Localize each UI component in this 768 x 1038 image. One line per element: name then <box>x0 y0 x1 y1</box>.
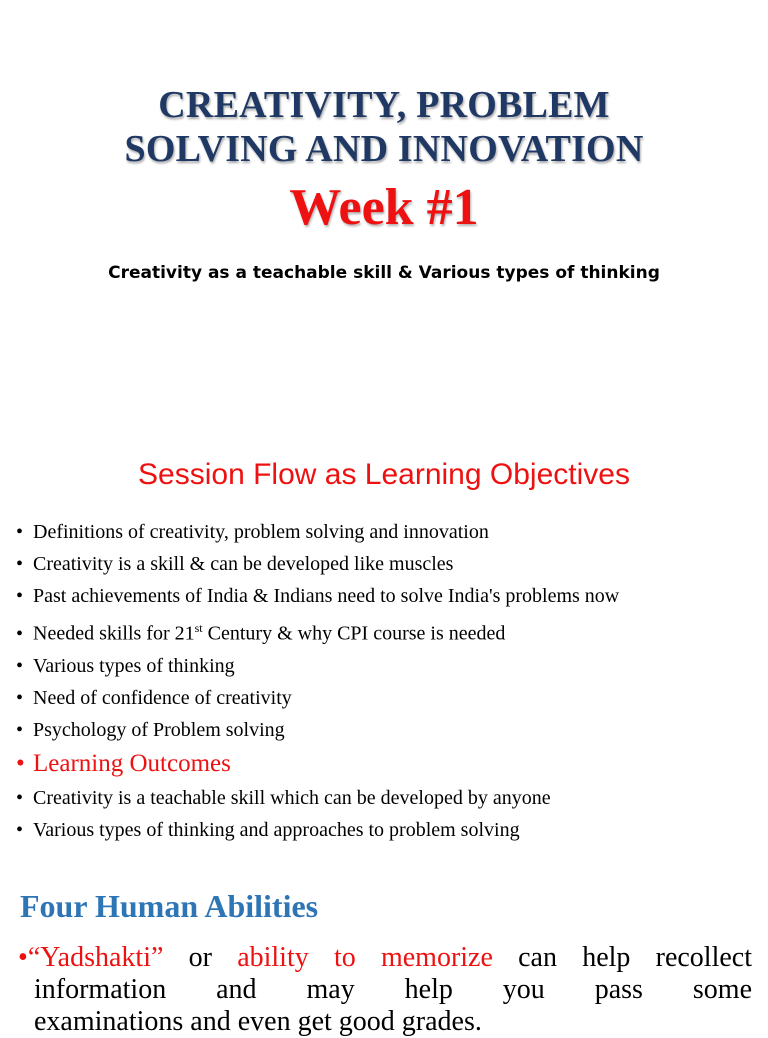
objective-text: Past achievements of India & Indians need to solve India's problems now <box>33 585 620 607</box>
objective-text-tail: Century & why CPI course is needed <box>202 622 506 645</box>
paragraph-line-2: information and may help you pass some <box>34 974 752 1005</box>
yadshakti-term: “Yadshakti” <box>27 942 164 973</box>
objective-item <box>16 548 756 580</box>
week-label: Week #1 <box>289 179 479 236</box>
bullet-mark: • <box>16 686 24 709</box>
bullet-mark: • <box>16 654 24 677</box>
bullet-mark: • <box>16 749 25 777</box>
outcome-text: Creativity is a teachable skill which can be developed by anyone <box>33 786 551 809</box>
bullet-mark: • <box>16 818 24 841</box>
bullet-mark: • <box>16 521 24 543</box>
session-flow-heading: Session Flow as Learning Objectives <box>138 458 630 491</box>
connector-text: or <box>163 942 238 973</box>
bullet-mark: • <box>16 553 24 575</box>
bullet-mark: • <box>16 718 24 741</box>
memorize-term: ability to memorize <box>237 942 493 973</box>
outcome-item <box>16 782 756 814</box>
paragraph-bullet: • <box>18 942 28 973</box>
outcome-item <box>16 814 756 846</box>
objective-text: Creativity is a skill & can be developed like muscles <box>33 553 454 575</box>
paragraph-line-3: examinations and even get good grades. <box>34 1006 482 1037</box>
line1-tail: can help recollect <box>492 942 753 973</box>
objective-item <box>16 612 756 650</box>
outcome-text: Various types of thinking and approaches to problem solving <box>33 818 520 841</box>
learning-outcomes-label: Learning Outcomes <box>33 749 231 777</box>
objective-text: Needed skills for 21 <box>33 622 195 645</box>
objective-item <box>16 714 756 746</box>
bullet-mark: • <box>16 786 24 809</box>
slide-title-line-2: SOLVING AND INNOVATION <box>124 128 644 170</box>
objectives-list <box>16 516 756 846</box>
objective-item <box>16 516 756 548</box>
objective-text: Definitions of creativity, problem solving and innovation <box>33 521 489 543</box>
objective-item <box>16 682 756 714</box>
slide-subtitle: Creativity as a teachable skill & Various types of thinking <box>108 263 660 283</box>
learning-outcomes-heading <box>16 746 756 782</box>
objective-superscript: st <box>194 621 203 635</box>
objective-text: Various types of thinking <box>33 654 235 677</box>
objective-item <box>16 580 756 612</box>
bullet-mark: • <box>16 585 24 607</box>
bullet-mark: • <box>16 622 24 645</box>
objective-text: Need of confidence of creativity <box>33 686 292 709</box>
objective-item <box>16 650 756 682</box>
slide-title-line-1: CREATIVITY, PROBLEM <box>158 84 610 126</box>
objective-text: Psychology of Problem solving <box>33 718 285 741</box>
four-human-abilities-heading: Four Human Abilities <box>20 888 319 924</box>
